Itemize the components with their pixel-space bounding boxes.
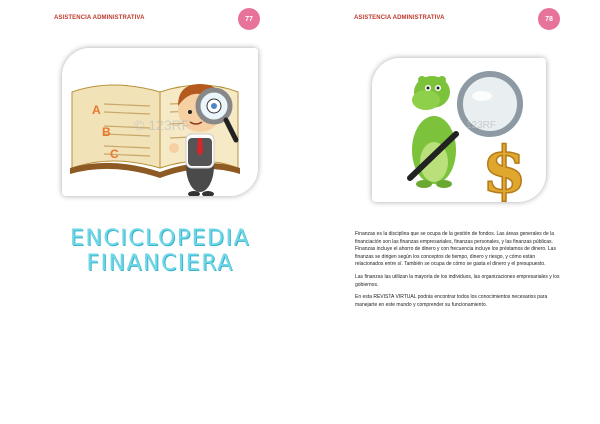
paragraph: Las finanzas las utilizan la mayoría de los individuos, las organizaciones empresariales y los gobiernos. <box>355 273 560 288</box>
paragraph: En esta REVISTA VIRTUAL podrás encontrar todos los conocimientos necesarios para manejarte en este mundo y comprender su funcionamiento. <box>355 294 548 308</box>
image-watermark: 123RF <box>466 120 497 131</box>
paragraph: Finanzas es la disciplina que se ocupa de la gestión de fondos. Las áreas generales de la financiación son las finanzas empresariales, finanzas personales, y las finanzas públicas. Finanzas incluye el ahorro de dinero y con frecuencia incluye los préstamos de dinero. Las finanzas se dirigen según los conceptos de tiempo, dinero y riesgo, y cómo están relacionados entre sí. También se ocupa de cómo se gasta el dinero y el presupuesto. <box>355 231 556 268</box>
title-line-2: FINANCIERA <box>86 251 234 276</box>
page-title <box>40 226 280 276</box>
page-header: ASISTENCIA ADMINISTRATIVA <box>354 15 445 21</box>
letter-a: A <box>92 103 101 117</box>
hippo-magnifier-dollar-image <box>372 58 546 202</box>
dollar-symbol: $ <box>482 133 527 202</box>
title-line-1: ENCICLOPEDIA <box>69 226 250 251</box>
book-boy-magnifier-image <box>62 48 258 196</box>
image-watermark: © 123RF <box>134 117 191 133</box>
page-header: ASISTENCIA ADMINISTRATIVA <box>54 15 145 21</box>
article-body <box>355 231 560 314</box>
letter-c: C <box>110 147 119 161</box>
page-number-badge: 77 <box>238 8 260 30</box>
finance-illustration <box>372 58 546 202</box>
encyclopedia-illustration <box>62 48 258 196</box>
letter-b: B <box>102 125 111 139</box>
right-page <box>300 0 600 424</box>
page-number-badge: 78 <box>538 8 560 30</box>
